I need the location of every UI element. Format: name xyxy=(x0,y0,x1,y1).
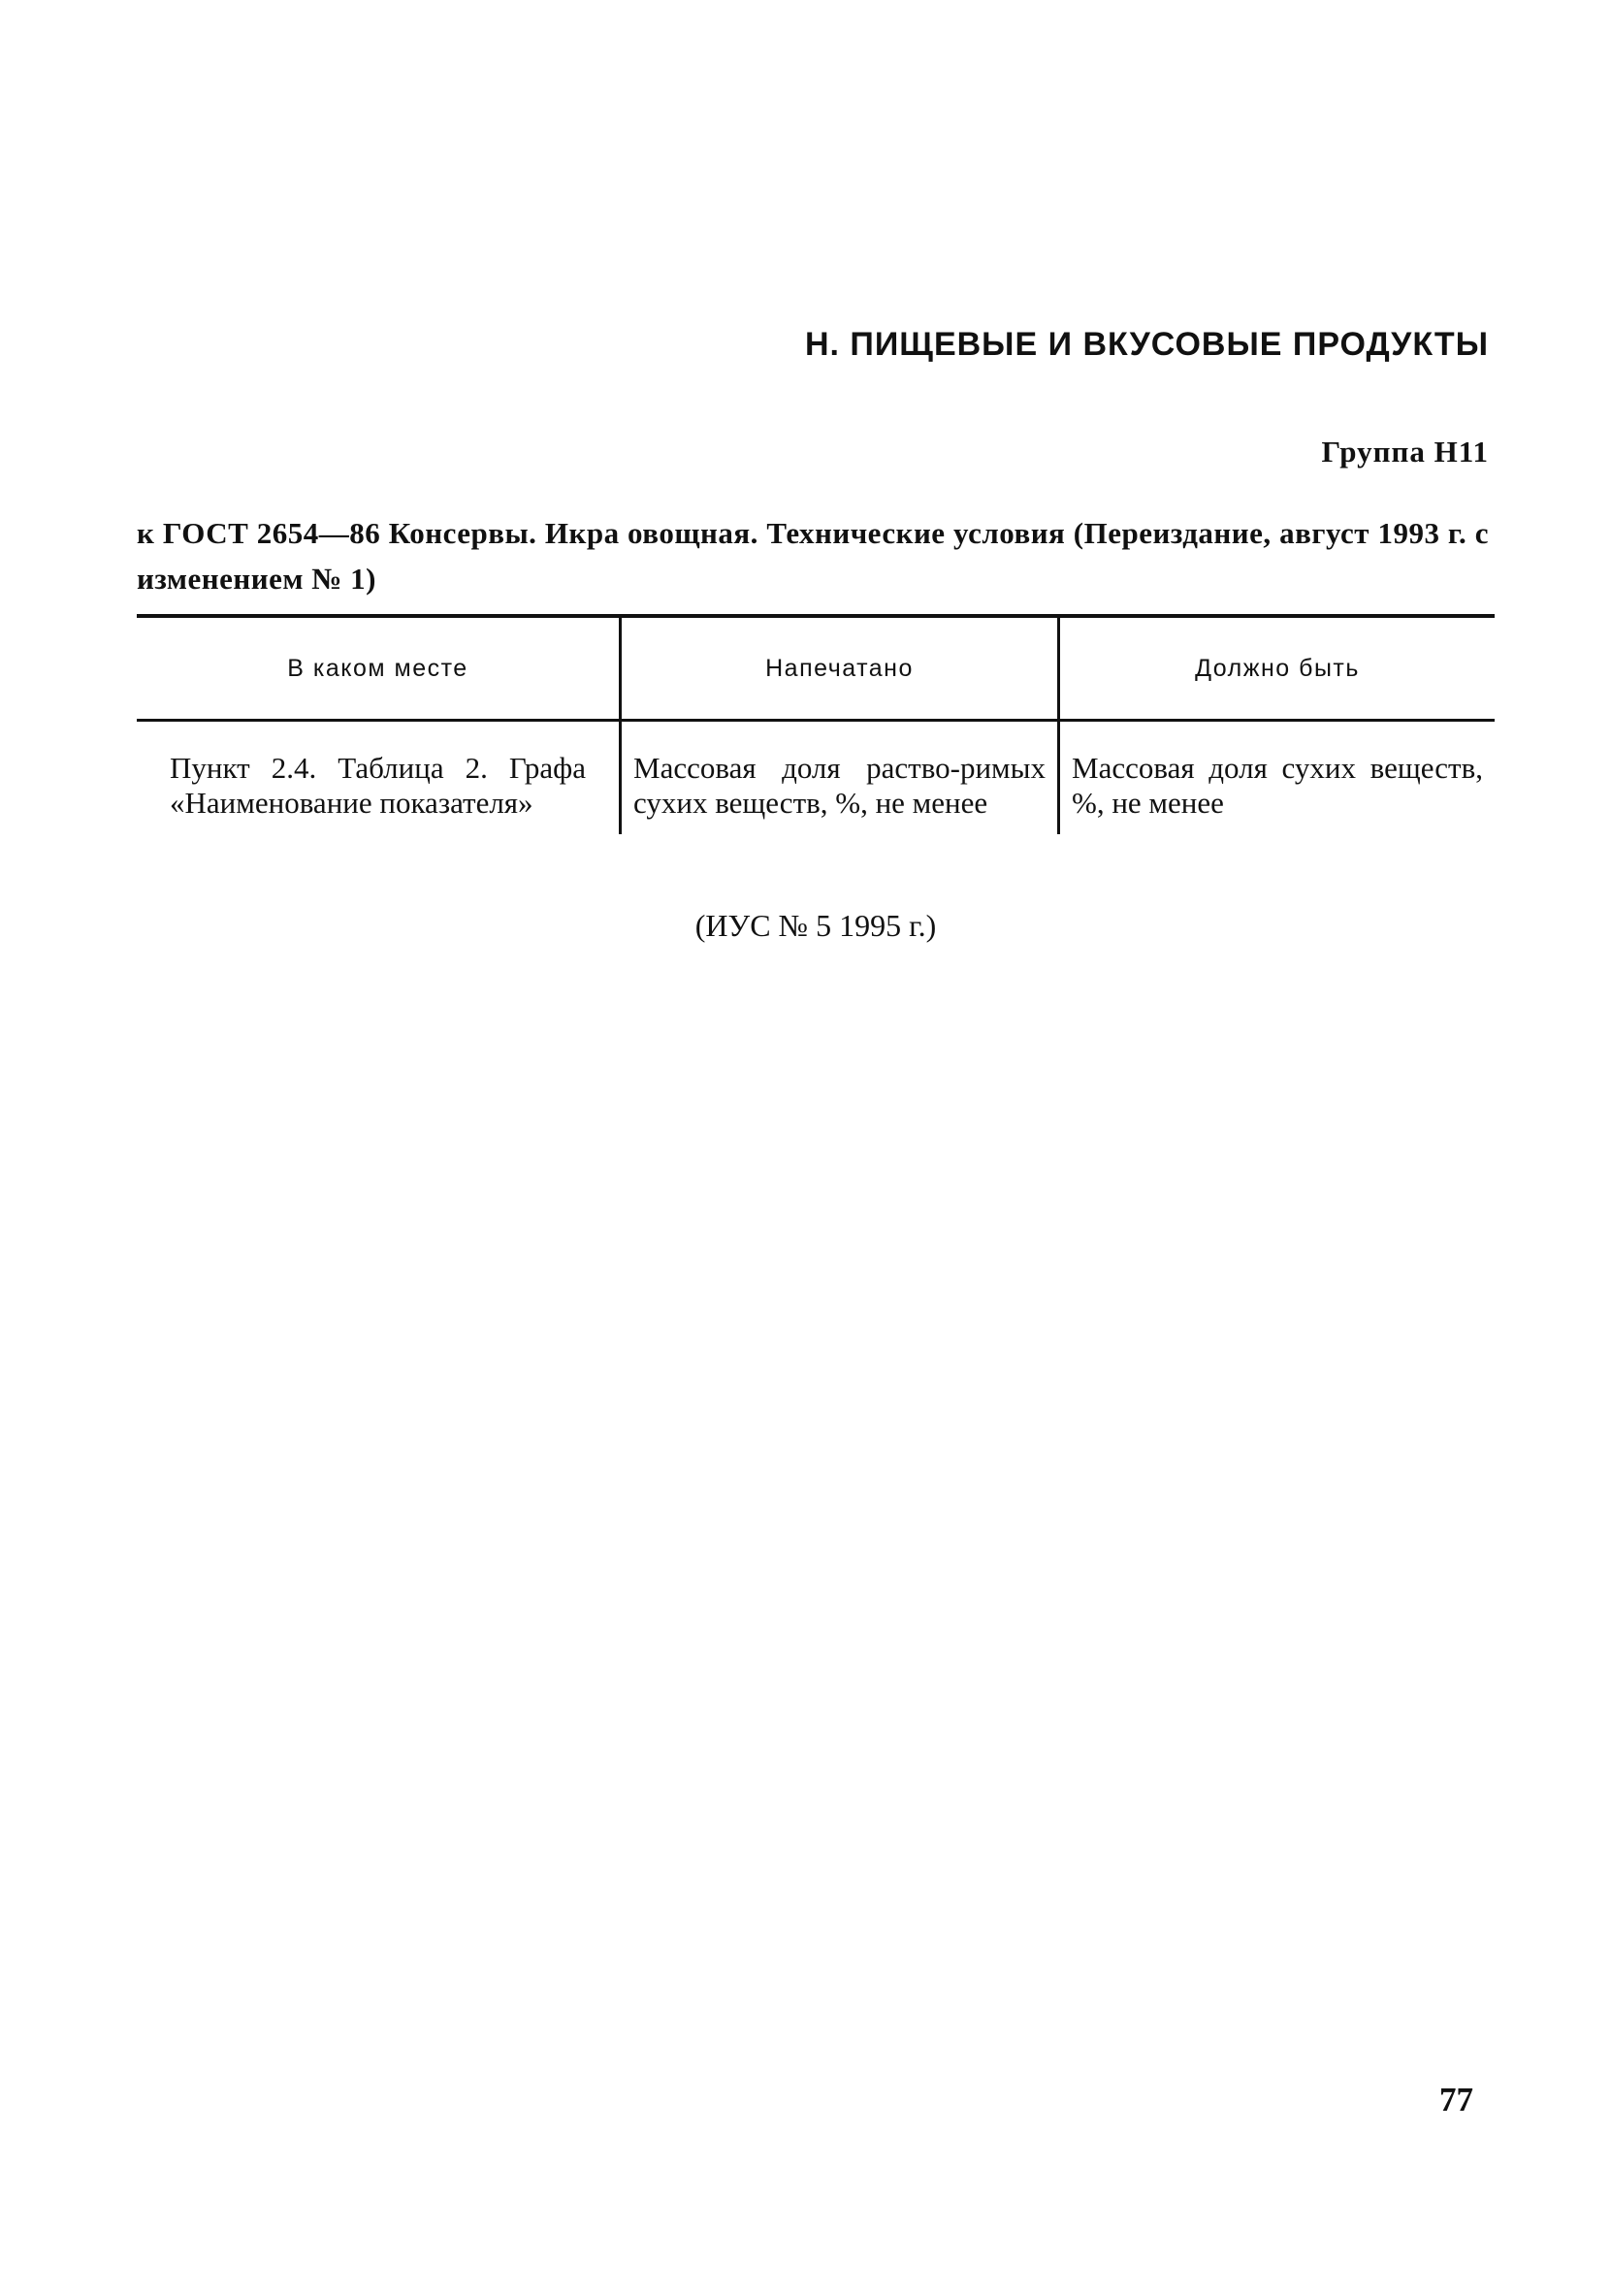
table-header-row xyxy=(137,616,1495,721)
cell-printed: Массовая доля раство-римых сухих веществ, %, не менее xyxy=(621,721,1059,835)
header-should-be: Должно быть xyxy=(1059,616,1496,721)
corrections-table xyxy=(137,614,1495,834)
page-number: 77 xyxy=(1439,2081,1473,2118)
cell-should-be: Массовая доля сухих веществ, %, не менее xyxy=(1059,721,1496,835)
document-heading: к ГОСТ 2654—86 Консервы. Икра овощная. Технические условия (Переиздание, август 1993 г. с изменением № 1) xyxy=(137,516,1489,596)
header-printed: Напечатано xyxy=(621,616,1059,721)
source-note: (ИУС № 5 1995 г.) xyxy=(694,908,937,943)
section-title: Н. ПИЩЕВЫЕ И ВКУСОВЫЕ ПРОДУКТЫ xyxy=(804,326,1489,363)
header-place: В каком месте xyxy=(287,654,468,682)
cell-place: Пункт 2.4. Таблица 2. Графа «Наименование показателя» xyxy=(170,751,586,820)
table-row xyxy=(137,721,1495,835)
group-label: Группа Н11 xyxy=(1321,435,1489,469)
